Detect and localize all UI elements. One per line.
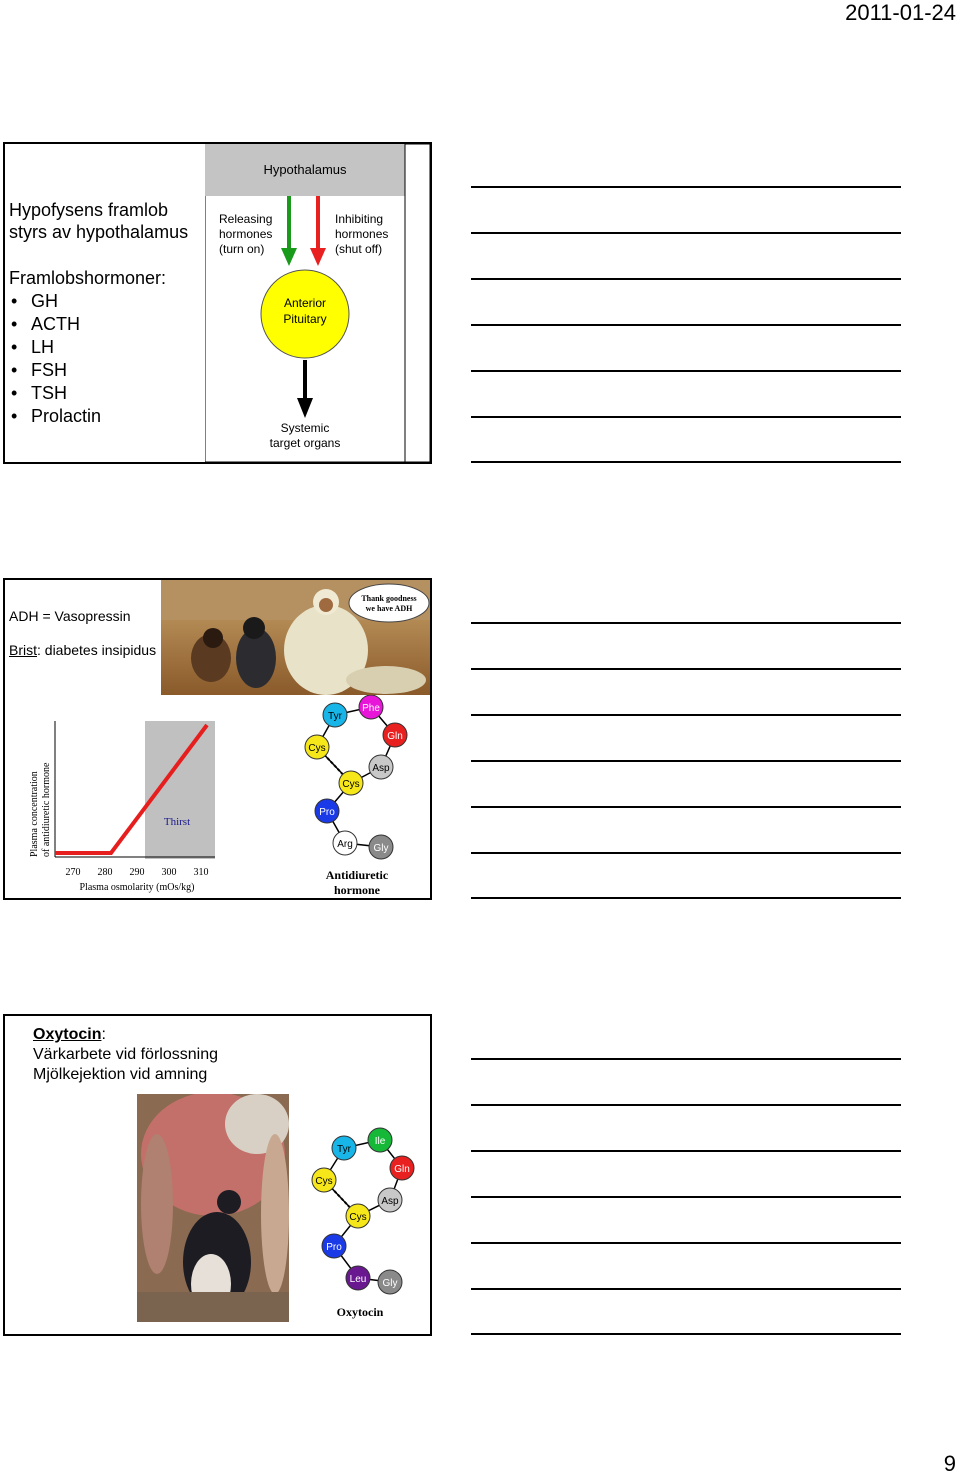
residue-tyr <box>332 1136 356 1160</box>
anterior-pituitary-label-2: Pituitary <box>283 312 327 326</box>
residue-cys <box>339 771 363 795</box>
desert-scene-photo <box>161 580 431 695</box>
note-line <box>471 897 901 899</box>
note-line <box>471 232 901 234</box>
thirst-region <box>145 721 215 859</box>
svg-text:Gln: Gln <box>387 731 403 742</box>
svg-text:Cys: Cys <box>349 1212 367 1223</box>
note-line <box>471 1150 901 1152</box>
note-line <box>471 1104 901 1106</box>
inhibiting-label-1: Inhibiting <box>335 212 384 226</box>
pituitary-regulation-diagram <box>205 144 430 462</box>
graph-y-label-2: of antidiuretic hormone <box>41 762 52 857</box>
note-line <box>471 1242 901 1244</box>
graph-x-label: Plasma osmolarity (mOs/kg) <box>79 882 195 893</box>
page-date: 2011-01-24 <box>845 0 956 25</box>
oxytocin-heading <box>33 1026 106 1044</box>
svg-text:Pro: Pro <box>326 1242 342 1253</box>
residue-cys <box>312 1168 336 1192</box>
note-line <box>471 760 901 762</box>
residue-pro <box>322 1234 346 1258</box>
slide-1 <box>3 142 432 464</box>
note-line <box>471 622 901 624</box>
speech-bubble <box>349 584 429 622</box>
adh-definition: ADH = Vasopressin <box>9 608 131 624</box>
thirst-label: Thirst <box>163 816 191 828</box>
x-tick: 280 <box>97 867 113 878</box>
svg-text:Tyr: Tyr <box>328 711 342 722</box>
note-line <box>471 1196 901 1198</box>
note-line <box>471 1058 901 1060</box>
target-organs-label-2: target organs <box>269 436 341 450</box>
residue-asp <box>369 755 393 779</box>
hormone-item: • ACTH <box>9 313 101 336</box>
hormone-item: • TSH <box>9 382 101 405</box>
x-tick: 270 <box>65 867 81 878</box>
svg-text:Phe: Phe <box>362 703 380 714</box>
adh-deficiency <box>9 642 156 658</box>
adh-osmolarity-graph <box>19 715 219 895</box>
residue-gly <box>369 835 393 859</box>
speech-bubble-text-1: Thank goodness <box>361 594 417 603</box>
graph-y-label-1: Plasma concentration <box>29 771 40 857</box>
slide-2 <box>3 578 432 900</box>
note-line <box>471 714 901 716</box>
adh-caption-1: Antidiuretic <box>325 868 389 882</box>
note-line <box>471 370 901 372</box>
residue-leu <box>346 1266 370 1290</box>
residue-tyr <box>323 703 347 727</box>
hypothalamus-label: Hypothalamus <box>263 162 347 177</box>
oxytocin-effect-2: Mjölkejektion vid amning <box>33 1066 208 1083</box>
slide-1-title-line-1: Hypofysens framlob <box>9 200 169 220</box>
oxytocin-heading-word: Oxytocin <box>33 1026 102 1043</box>
note-line <box>471 324 901 326</box>
hormone-item: • GH <box>9 290 101 313</box>
residue-phe <box>359 695 383 719</box>
hormone-item: • LH <box>9 336 101 359</box>
anterior-pituitary-label-1: Anterior <box>283 296 327 310</box>
oxytocin-caption: Oxytocin <box>336 1305 384 1319</box>
x-tick: 290 <box>129 867 145 878</box>
inhibiting-label-3: (shut off) <box>335 242 383 256</box>
oxytocin-heading-colon: : <box>101 1026 106 1043</box>
svg-text:Gly: Gly <box>382 1278 398 1289</box>
hormone-item: • FSH <box>9 359 101 382</box>
svg-text:Cys: Cys <box>308 743 326 754</box>
svg-text:Gln: Gln <box>394 1164 410 1175</box>
deficiency-label: Brist <box>9 642 37 658</box>
note-line <box>471 461 901 463</box>
svg-text:Tyr: Tyr <box>337 1144 351 1155</box>
nursing-animal-photo <box>137 1094 289 1322</box>
slide-1-title-line-2: styrs av hypothalamus <box>9 222 189 242</box>
residue-asp <box>378 1188 402 1212</box>
svg-text:Gly: Gly <box>373 843 389 854</box>
residue-gly <box>378 1270 402 1294</box>
releasing-label-2: hormones <box>219 227 273 241</box>
svg-text:Ile: Ile <box>374 1136 386 1147</box>
x-tick: 300 <box>161 867 177 878</box>
residue-cys <box>305 735 329 759</box>
residue-ile <box>368 1128 392 1152</box>
releasing-label-1: Releasing <box>219 212 273 226</box>
residue-gln <box>390 1156 414 1180</box>
inhibiting-label-2: hormones <box>335 227 389 241</box>
oxytocin-effect-1: Värkarbete vid förlossning <box>33 1046 218 1063</box>
note-line <box>471 806 901 808</box>
speech-bubble-text-2: we have ADH <box>365 604 413 613</box>
page-number: 9 <box>943 1451 956 1476</box>
svg-text:Leu: Leu <box>349 1274 367 1285</box>
residue-pro <box>315 799 339 823</box>
note-line <box>471 416 901 418</box>
svg-text:Pro: Pro <box>319 807 335 818</box>
slide-3 <box>3 1014 432 1336</box>
svg-text:Asp: Asp <box>372 763 390 774</box>
adh-molecule-diagram <box>295 695 430 898</box>
svg-text:Cys: Cys <box>315 1176 333 1187</box>
oxytocin-molecule-diagram <box>310 1124 425 1324</box>
note-line <box>471 1333 901 1335</box>
svg-text:Cys: Cys <box>342 779 360 790</box>
hormone-list-heading: Framlobshormoner: <box>9 268 167 288</box>
residue-cys <box>346 1204 370 1228</box>
note-line <box>471 278 901 280</box>
hormone-list <box>9 290 101 428</box>
svg-text:Arg: Arg <box>337 839 353 850</box>
releasing-label-3: (turn on) <box>219 242 265 256</box>
note-line <box>471 1288 901 1290</box>
deficiency-text: : diabetes insipidus <box>37 642 157 658</box>
note-line <box>471 852 901 854</box>
x-tick: 310 <box>193 867 209 878</box>
svg-text:Asp: Asp <box>381 1196 399 1207</box>
residue-gln <box>383 723 407 747</box>
residue-arg <box>333 831 357 855</box>
note-line <box>471 186 901 188</box>
hormone-item: • Prolactin <box>9 405 101 428</box>
target-organs-label-1: Systemic <box>280 421 330 435</box>
note-line <box>471 668 901 670</box>
adh-caption-2: hormone <box>334 883 380 897</box>
